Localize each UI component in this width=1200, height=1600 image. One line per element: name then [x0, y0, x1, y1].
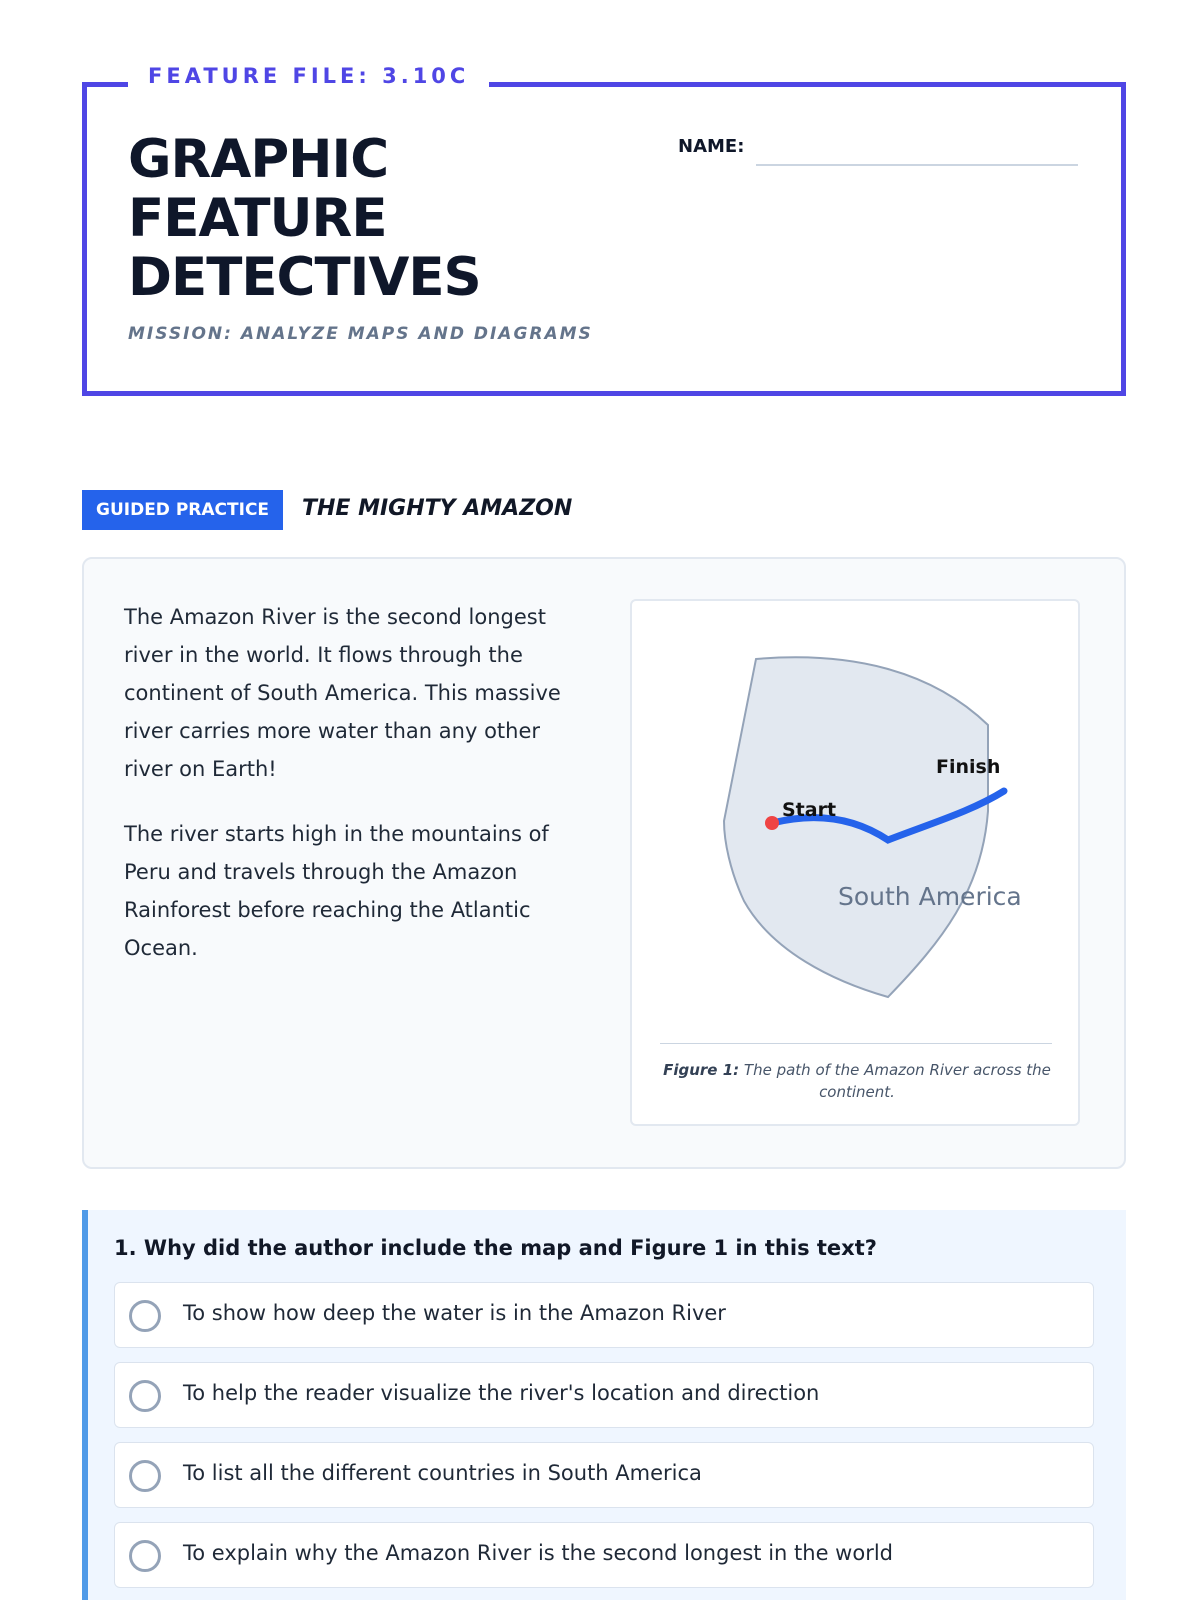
- figure-caption: [652, 1059, 1062, 1103]
- feature-file-label: FEATURE FILE: 3.10C: [128, 64, 489, 88]
- section-badge: GUIDED PRACTICE: [82, 490, 283, 530]
- name-field[interactable]: [756, 164, 1078, 166]
- start-point-marker: [765, 816, 779, 830]
- figure-1: [630, 599, 1080, 1126]
- region-label: South America: [838, 882, 1022, 911]
- answer-option-4[interactable]: [114, 1522, 1094, 1588]
- name-label: NAME:: [678, 136, 745, 157]
- option-label: To show how deep the water is in the Amazon River: [183, 1301, 726, 1325]
- reading-passage: [124, 598, 584, 994]
- option-label: To help the reader visualize the river's location and direction: [183, 1381, 820, 1405]
- radio-button[interactable]: [129, 1540, 161, 1572]
- caption-prefix: Figure 1:: [663, 1061, 740, 1079]
- title-line-2: FEATURE: [128, 188, 387, 249]
- option-label: To list all the different countries in South America: [183, 1461, 702, 1485]
- passage-paragraph-1: The Amazon River is the second longest river in the world. It flows through the continent of South America. This massive river carries more water than any other river on Earth!: [124, 605, 561, 781]
- option-label: To explain why the Amazon River is the second longest in the world: [183, 1541, 894, 1565]
- radio-button[interactable]: [129, 1300, 161, 1332]
- start-label: Start: [782, 799, 837, 821]
- radio-button[interactable]: [129, 1460, 161, 1492]
- mission-subtitle: MISSION: ANALYZE MAPS AND DIAGRAMS: [128, 324, 593, 344]
- figure-divider: [660, 1043, 1052, 1044]
- title-line-1: GRAPHIC: [128, 129, 389, 190]
- question-text: 1. Why did the author include the map and Figure 1 in this text?: [114, 1236, 877, 1260]
- amazon-map: [632, 601, 1082, 1031]
- finish-label: Finish: [936, 756, 1001, 778]
- caption-text: The path of the Amazon River across the continent.: [739, 1061, 1051, 1101]
- passage-paragraph-2: The river starts high in the mountains of Peru and travels through the Amazon Rainforest before reaching the Atlantic Ocean.: [124, 822, 549, 960]
- answer-option-1[interactable]: [114, 1282, 1094, 1348]
- answer-option-2[interactable]: [114, 1362, 1094, 1428]
- answer-option-3[interactable]: [114, 1442, 1094, 1508]
- radio-button[interactable]: [129, 1380, 161, 1412]
- title-line-3: DETECTIVES: [128, 247, 481, 308]
- section-title: THE MIGHTY AMAZON: [302, 496, 573, 521]
- page-title: [128, 130, 648, 307]
